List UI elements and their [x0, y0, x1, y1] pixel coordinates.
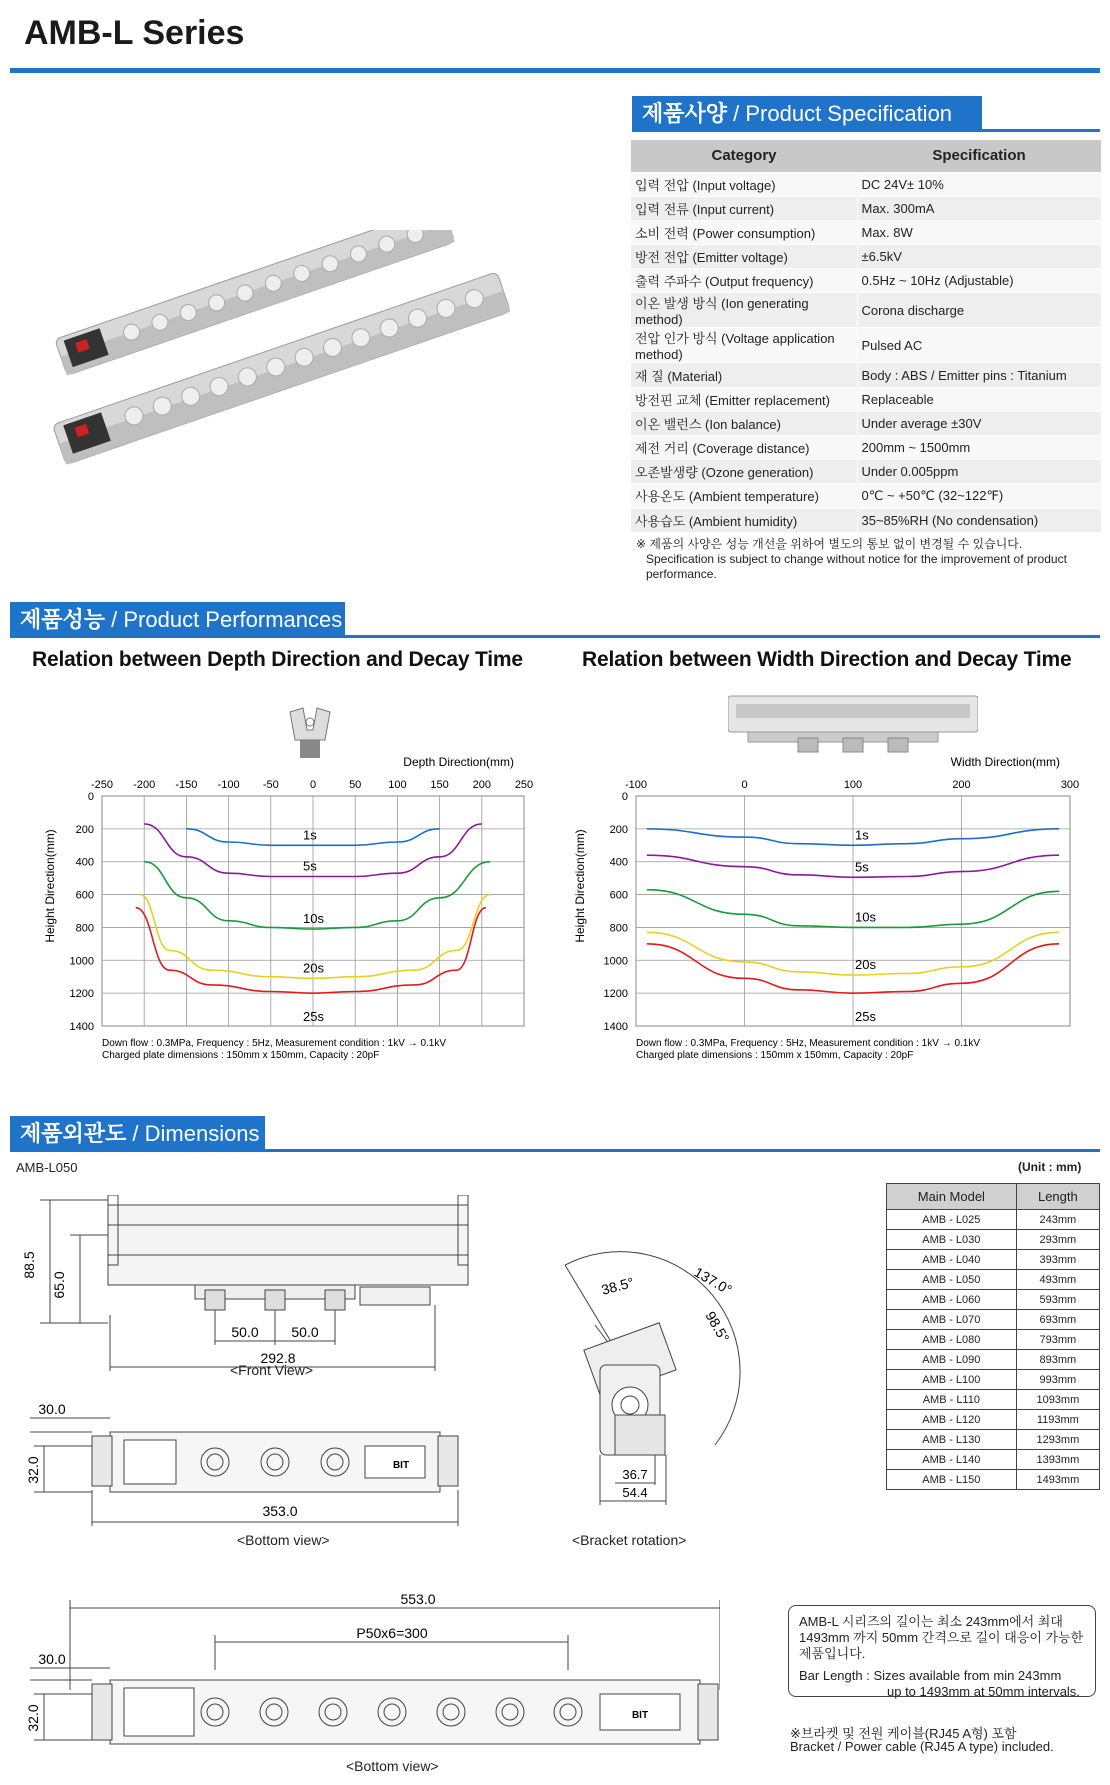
chart-caption: Charged plate dimensions : 150mm x 150mm, Capacity : 20pF	[102, 1050, 380, 1061]
dim-2928: 292.8	[260, 1350, 296, 1366]
dim-320b: 32.0	[25, 1704, 41, 1732]
perf-section-line	[10, 635, 1100, 638]
models-header-length: Length	[1016, 1184, 1099, 1210]
models-header-model: Main Model	[887, 1184, 1017, 1210]
spec-row	[631, 172, 1101, 196]
model-row	[887, 1310, 1100, 1330]
y-tick-label: 800	[609, 922, 628, 935]
spec-row	[631, 363, 1101, 387]
x-tick-label: -100	[217, 779, 240, 791]
model-name: AMB - L025	[887, 1210, 1017, 1230]
spec-section-en: / Product Specification	[733, 101, 953, 126]
spec-row	[631, 293, 1101, 328]
spec-category: 사용온도 (Ambient temperature)	[631, 484, 857, 508]
y-tick-label: 200	[609, 823, 628, 836]
model-name: AMB - L030	[887, 1230, 1017, 1250]
x-tick-label: 100	[388, 779, 407, 791]
model-name: AMB - L150	[887, 1470, 1017, 1490]
length-en-1: Bar Length : Sizes available from min 243mm	[799, 1668, 1062, 1683]
model-row	[887, 1390, 1100, 1410]
front-view-label: <Front View>	[230, 1362, 314, 1378]
x-tick-label: -150	[175, 779, 198, 791]
dim-544: 54.4	[622, 1485, 648, 1500]
model-row	[887, 1370, 1100, 1390]
spec-category: 이온 발생 방식 (Ion generating method)	[631, 293, 857, 328]
y-tick-label: 600	[609, 889, 628, 902]
model-length: 293mm	[1016, 1230, 1099, 1250]
model-length: 1093mm	[1016, 1390, 1099, 1410]
perf-section-en: / Product Performances	[111, 607, 343, 632]
spec-value: Under 0.005ppm	[857, 460, 1101, 484]
model-row	[887, 1290, 1100, 1310]
model-name: AMB - L100	[887, 1370, 1017, 1390]
dim-ang1370: 137.0°	[691, 1263, 735, 1298]
model-length: 1293mm	[1016, 1430, 1099, 1450]
y-tick-label: 1400	[603, 1021, 628, 1033]
chart-caption: Down flow : 0.3MPa, Frequency : 5Hz, Measurement condition : 1kV → 0.1kV	[636, 1038, 981, 1049]
dim-367: 36.7	[622, 1467, 648, 1482]
series-label: 25s	[303, 1009, 324, 1025]
bracket-rotation-drawing	[555, 1245, 755, 1525]
model-length: 593mm	[1016, 1290, 1099, 1310]
page-title: AMB-L Series	[24, 14, 245, 52]
bracket-note-en: Bracket / Power cable (RJ45 A type) included.	[790, 1739, 1054, 1754]
dim-section-en: / Dimensions	[132, 1121, 260, 1146]
y-tick-label: 0	[87, 791, 94, 803]
dim-500b: 50.0	[291, 1324, 319, 1340]
dim-500a: 50.0	[231, 1324, 259, 1340]
spec-value: Max. 8W	[857, 220, 1101, 244]
spec-category: 출력 주파수 (Output frequency)	[631, 269, 857, 293]
spec-row	[631, 508, 1101, 532]
series-label: 1s	[855, 827, 869, 843]
dim-650: 65.0	[51, 1271, 67, 1299]
spec-header-category: Category	[631, 140, 857, 172]
model-row	[887, 1270, 1100, 1290]
dim-885: 88.5	[21, 1251, 37, 1279]
sensor-side-icon	[728, 690, 978, 756]
dim-section-tab	[10, 1116, 265, 1152]
bracket-rotation-label: <Bracket rotation>	[572, 1532, 687, 1548]
model-name: AMB - L140	[887, 1450, 1017, 1470]
width-decay-chart	[570, 752, 1080, 1102]
series-label: 20s	[303, 960, 324, 976]
models-table	[886, 1183, 1100, 1490]
model-name: AMB - L130	[887, 1430, 1017, 1450]
x-tick-label: 150	[430, 779, 449, 791]
x-tick-label: 0	[741, 779, 748, 791]
dim-section-ko: 제품외관도	[20, 1121, 127, 1146]
spec-category: 입력 전압 (Input voltage)	[631, 172, 857, 196]
chart-caption: Charged plate dimensions : 150mm x 150mm, Capacity : 20pF	[636, 1050, 914, 1061]
spec-value: Max. 300mA	[857, 196, 1101, 220]
spec-category: 방전 전압 (Emitter voltage)	[631, 245, 857, 269]
x-tick-label: 250	[514, 779, 534, 791]
spec-value: Body : ABS / Emitter pins : Titanium	[857, 363, 1101, 387]
spec-value: Corona discharge	[857, 293, 1101, 328]
spec-value: ±6.5kV	[857, 245, 1101, 269]
spec-table-body	[631, 172, 1101, 532]
spec-section-ko: 제품사양	[642, 101, 728, 126]
series-label: 10s	[855, 909, 876, 925]
dim-3530: 353.0	[262, 1503, 298, 1519]
spec-category: 사용습도 (Ambient humidity)	[631, 508, 857, 532]
spec-note	[636, 537, 1096, 582]
dim-300b: 30.0	[38, 1651, 66, 1667]
length-info-box	[788, 1605, 1096, 1697]
x-axis-label: Depth Direction(mm)	[403, 755, 514, 769]
spec-category: 제전 거리 (Coverage distance)	[631, 436, 857, 460]
y-tick-label: 0	[621, 791, 628, 803]
y-tick-label: 1000	[603, 955, 628, 968]
model-length: 1193mm	[1016, 1410, 1099, 1430]
y-tick-label: 1200	[69, 988, 94, 1001]
spec-note-en: Specification is subject to change without notice for the improvement of product performance.	[646, 552, 1067, 581]
x-tick-label: -250	[90, 779, 114, 791]
series-label: 25s	[855, 1009, 876, 1025]
spec-category: 입력 전류 (Input current)	[631, 196, 857, 220]
dim-300a: 30.0	[38, 1401, 66, 1417]
models-table-body	[887, 1210, 1100, 1490]
spec-value: DC 24V± 10%	[857, 172, 1101, 196]
model-name: AMB - L120	[887, 1410, 1017, 1430]
model-row	[887, 1450, 1100, 1470]
spec-row	[631, 220, 1101, 244]
model-length: 993mm	[1016, 1370, 1099, 1390]
dim-ang985: 98.5°	[702, 1308, 733, 1345]
length-ko-1: AMB-L 시리즈의 길이는 최소 243mm에서 최대	[799, 1614, 1063, 1629]
y-axis-label: Height Direction(mm)	[43, 829, 57, 943]
perf-section-ko: 제품성능	[20, 607, 106, 632]
model-name: AMB - L080	[887, 1330, 1017, 1350]
series-label: 5s	[303, 858, 317, 874]
dim-section-line	[10, 1149, 1100, 1152]
spec-row	[631, 387, 1101, 411]
length-ko-2: 1493mm 까지 50mm 간격으로 길이 대응이 가능한	[799, 1630, 1084, 1645]
spec-row	[631, 436, 1101, 460]
x-tick-label: -200	[133, 779, 156, 791]
sensor-front-icon	[285, 700, 335, 760]
spec-value: Under average ±30V	[857, 411, 1101, 435]
spec-category: 방전핀 교체 (Emitter replacement)	[631, 387, 857, 411]
model-row	[887, 1230, 1100, 1250]
y-tick-label: 600	[75, 889, 94, 902]
series-label: 10s	[303, 911, 324, 927]
y-tick-label: 400	[75, 856, 94, 869]
spec-row	[631, 245, 1101, 269]
dim-5530: 553.0	[400, 1591, 436, 1607]
bracket-note-ko: ※브라켓 및 전원 케이블(RJ45 A형) 포함	[790, 1726, 1017, 1741]
bottom-view-b-label: <Bottom view>	[346, 1758, 439, 1774]
y-tick-label: 800	[75, 922, 94, 935]
spec-category: 소비 전력 (Power consumption)	[631, 220, 857, 244]
y-tick-label: 1200	[603, 988, 628, 1001]
spec-row	[631, 460, 1101, 484]
bar-logo-b: BIT	[631, 1710, 649, 1721]
x-tick-label: 300	[1060, 779, 1080, 791]
model-label: AMB-L050	[16, 1160, 78, 1175]
spec-note-ko: ※ 제품의 사양은 성능 개선을 위하여 별도의 통보 없이 변경될 수 있습니다.	[636, 537, 1023, 551]
spec-value: Replaceable	[857, 387, 1101, 411]
spec-row	[631, 411, 1101, 435]
spec-table	[631, 140, 1101, 533]
model-name: AMB - L060	[887, 1290, 1017, 1310]
spec-header-specification: Specification	[857, 140, 1101, 172]
x-tick-label: -50	[262, 779, 279, 791]
spec-value: 0℃ ~ +50℃ (32~122℉)	[857, 484, 1101, 508]
spec-category: 오존발생량 (Ozone generation)	[631, 460, 857, 484]
model-name: AMB - L090	[887, 1350, 1017, 1370]
front-view-drawing	[20, 1195, 500, 1385]
y-tick-label: 400	[609, 856, 628, 869]
dim-ang385: 38.5°	[599, 1273, 636, 1298]
bottom-view-b-drawing	[20, 1590, 720, 1755]
bar-logo-a: BIT	[392, 1460, 410, 1471]
model-row	[887, 1470, 1100, 1490]
model-row	[887, 1410, 1100, 1430]
x-axis-label: Width Direction(mm)	[950, 755, 1060, 769]
model-row	[887, 1330, 1100, 1350]
model-length: 393mm	[1016, 1250, 1099, 1270]
spec-category: 재 질 (Material)	[631, 363, 857, 387]
length-en-2: up to 1493mm at 50mm intervals.	[887, 1684, 1080, 1699]
bottom-view-a-drawing	[20, 1390, 500, 1530]
y-axis-label: Height Direction(mm)	[573, 829, 587, 943]
model-length: 1493mm	[1016, 1470, 1099, 1490]
model-row	[887, 1250, 1100, 1270]
spec-value: 200mm ~ 1500mm	[857, 436, 1101, 460]
spec-section-tab	[632, 96, 982, 132]
model-length: 1393mm	[1016, 1450, 1099, 1470]
x-tick-label: 200	[952, 779, 971, 791]
dim-pitch: P50x6=300	[356, 1625, 428, 1641]
unit-label: (Unit : mm)	[1018, 1160, 1082, 1174]
x-tick-label: 0	[309, 779, 317, 791]
series-label: 20s	[855, 957, 876, 973]
y-tick-label: 1000	[69, 955, 94, 968]
model-row	[887, 1210, 1100, 1230]
product-illustration	[20, 230, 540, 590]
y-tick-label: 200	[75, 823, 94, 836]
chart-depth-title: Relation between Depth Direction and Decay Time	[32, 648, 523, 671]
x-tick-label: 50	[349, 779, 362, 791]
spec-value: 35~85%RH (No condensation)	[857, 508, 1101, 532]
length-ko-3: 제품입니다.	[799, 1646, 866, 1661]
dim-320a: 32.0	[25, 1456, 41, 1484]
chart-width-title: Relation between Width Direction and Decay Time	[582, 648, 1072, 671]
model-length: 793mm	[1016, 1330, 1099, 1350]
bottom-view-a-label: <Bottom view>	[237, 1532, 330, 1548]
spec-row	[631, 484, 1101, 508]
x-tick-label: 100	[843, 779, 863, 791]
y-tick-label: 1400	[69, 1021, 94, 1033]
spec-value: Pulsed AC	[857, 328, 1101, 363]
spec-category: 전압 인가 방식 (Voltage application method)	[631, 328, 857, 363]
model-length: 693mm	[1016, 1310, 1099, 1330]
model-length: 493mm	[1016, 1270, 1099, 1290]
title-underline	[10, 68, 1100, 73]
spec-category: 이온 밸런스 (Ion balance)	[631, 411, 857, 435]
depth-decay-chart	[40, 752, 540, 1102]
model-length: 893mm	[1016, 1350, 1099, 1370]
spec-section-line	[632, 129, 1100, 132]
spec-row	[631, 196, 1101, 220]
chart-caption: Down flow : 0.3MPa, Frequency : 5Hz, Measurement condition : 1kV → 0.1kV	[102, 1038, 447, 1049]
model-row	[887, 1350, 1100, 1370]
spec-value: 0.5Hz ~ 10Hz (Adjustable)	[857, 269, 1101, 293]
model-name: AMB - L040	[887, 1250, 1017, 1270]
model-name: AMB - L110	[887, 1390, 1017, 1410]
series-label: 5s	[855, 859, 869, 875]
series-label: 1s	[303, 827, 317, 843]
spec-row	[631, 269, 1101, 293]
model-name: AMB - L070	[887, 1310, 1017, 1330]
spec-row	[631, 328, 1101, 363]
model-row	[887, 1430, 1100, 1450]
model-length: 243mm	[1016, 1210, 1099, 1230]
model-name: AMB - L050	[887, 1270, 1017, 1290]
x-tick-label: 200	[472, 779, 491, 791]
x-tick-label: -100	[624, 779, 648, 791]
perf-section-tab	[10, 602, 345, 638]
